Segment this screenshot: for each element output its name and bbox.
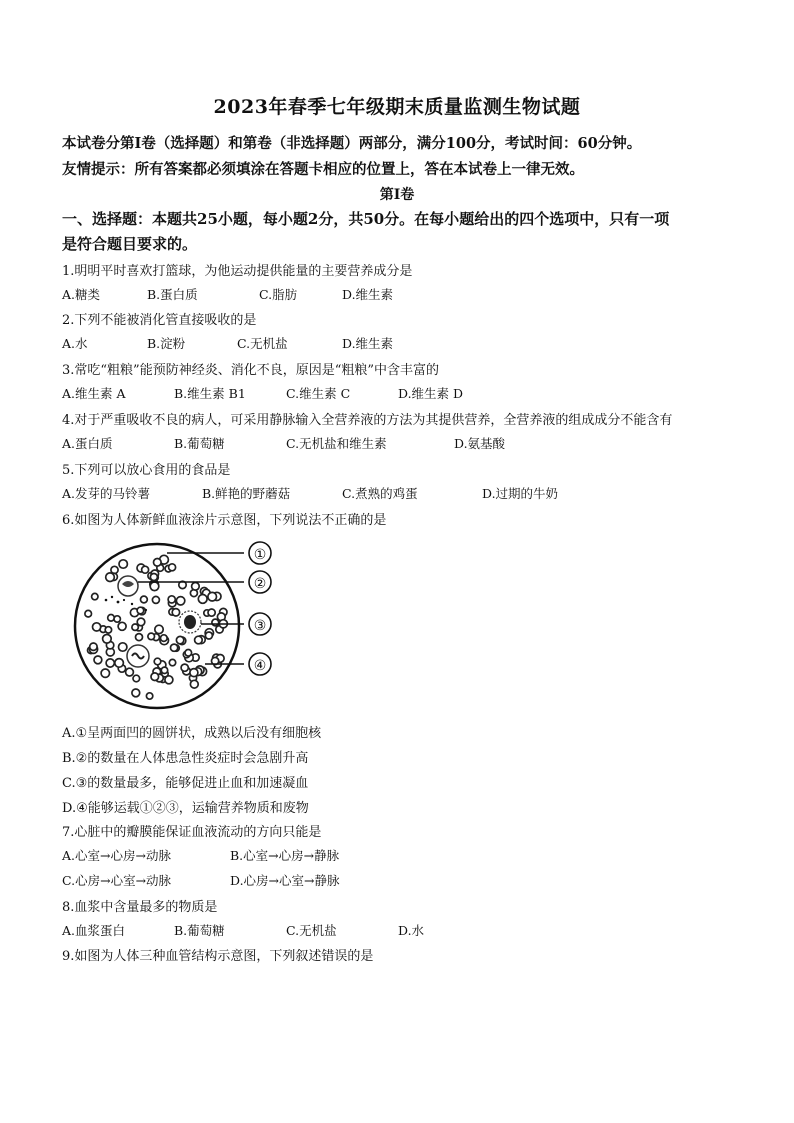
option: A.水 [62, 336, 88, 351]
red-blood-cell [137, 607, 144, 614]
question-5-options [62, 484, 742, 504]
red-blood-cell [132, 624, 138, 630]
question-2-stem: 2.下列不能被消化管直接吸收的是 [62, 313, 257, 328]
red-blood-cell [171, 644, 178, 651]
red-blood-cell [101, 669, 109, 677]
option: C.无机盐 [286, 923, 337, 938]
red-blood-cell [190, 680, 198, 688]
question-8-stem: 8.血浆中含量最多的物质是 [62, 900, 218, 915]
intro-line-2: 友情提示：所有答案都必须填涂在答题卡相应的位置上，答在本试卷上一律无效。 [62, 161, 584, 178]
red-blood-cell [146, 693, 152, 699]
question-1-options [62, 285, 742, 305]
red-blood-cell [152, 596, 159, 603]
diagram-label-4: ④ [253, 658, 267, 674]
red-blood-cell [172, 609, 179, 616]
question-4-stem: 4.对于严重吸收不良的病人，可采用静脉输入全营养液的方法为其提供营养，全营养液的组成成分不能含有 [62, 413, 673, 428]
question-2-options [62, 334, 742, 354]
red-blood-cell [208, 592, 217, 601]
diagram-label-2: ② [253, 576, 267, 592]
red-blood-cell [141, 596, 148, 603]
blood-smear-diagram [62, 540, 292, 710]
option: D.过期的牛奶 [482, 486, 559, 501]
red-blood-cell [150, 582, 159, 591]
question-3-stem: 3.常吃“粗粮”能预防神经炎、消化不良，原因是“粗粮”中含丰富的 [62, 363, 439, 378]
option: A.蛋白质 [62, 436, 113, 451]
question-7-stem: 7.心脏中的瓣膜能保证血液流动的方向只能是 [62, 825, 322, 840]
red-blood-cell [150, 574, 157, 581]
option: D.水 [398, 923, 425, 938]
question-6-option-d: D.④能够运载①②③，运输营养物质和废物 [62, 801, 309, 816]
red-blood-cell [106, 659, 114, 667]
red-blood-cell [198, 595, 207, 604]
red-blood-cell [106, 573, 115, 582]
red-blood-cell [169, 659, 175, 665]
option: C.维生素 C [286, 386, 351, 401]
question-8-options [62, 921, 742, 941]
red-blood-cell [192, 583, 200, 591]
option: A.糖类 [62, 287, 101, 302]
red-blood-cell [103, 635, 112, 644]
question-9-stem: 9.如图为人体三种血管结构示意图，下列叙述错误的是 [62, 949, 374, 964]
question-7-options-row-2 [62, 871, 742, 891]
red-blood-cell [181, 664, 188, 671]
option: A.维生素 A [62, 386, 126, 401]
question-5-stem: 5.下列可以放心食用的食品是 [62, 463, 231, 478]
option: C.无机盐和维生素 [286, 436, 387, 451]
red-blood-cell [137, 618, 145, 626]
option: B.葡萄糖 [174, 436, 225, 451]
section-heading-line-2: 是符合题目要求的。 [62, 235, 198, 253]
red-blood-cell [115, 659, 124, 668]
option: D.氨基酸 [454, 436, 506, 451]
option: D.维生素 [342, 336, 394, 351]
diagram-label-1: ① [253, 547, 267, 563]
red-blood-cell [114, 616, 120, 622]
red-blood-cell [148, 633, 155, 640]
question-1-stem: 1.明明平时喜欢打篮球，为他运动提供能量的主要营养成分是 [62, 264, 413, 279]
red-blood-cell [212, 619, 219, 626]
part-title: 第Ⅰ卷 [379, 187, 415, 203]
red-blood-cell [133, 675, 140, 682]
red-blood-cell [94, 656, 102, 664]
red-blood-cell [169, 564, 176, 571]
red-blood-cell [176, 636, 183, 643]
question-6-option-c: C.③的数量最多，能够促进止血和加速凝血 [62, 776, 309, 791]
red-blood-cell [161, 667, 167, 673]
red-blood-cell [161, 635, 168, 642]
option: D.维生素 D [398, 386, 464, 401]
question-3-options [62, 384, 742, 404]
question-6-option-b: B.②的数量在人体患急性炎症时会急剧升高 [62, 751, 309, 766]
red-blood-cell [93, 623, 101, 631]
red-blood-cell [92, 593, 98, 599]
option: B.蛋白质 [147, 287, 198, 302]
section-heading-line-1: 一、选择题：本题共25小题，每小题2分，共50分。在每小题给出的四个选项中，只有一项 [62, 210, 670, 228]
red-blood-cell [155, 625, 163, 633]
red-blood-cell [205, 632, 212, 639]
red-blood-cell [136, 634, 143, 641]
option: C.脂肪 [259, 287, 298, 302]
option: B.维生素 B1 [174, 386, 246, 401]
red-blood-cell [154, 658, 161, 665]
red-blood-cell [119, 560, 127, 568]
red-blood-cell [119, 643, 127, 651]
red-blood-cell [185, 650, 192, 657]
red-blood-cell [90, 643, 97, 650]
red-blood-cell [168, 596, 175, 603]
red-blood-cell [195, 636, 203, 644]
exam-title: 2023年春季七年级期末质量监测生物试题 [213, 96, 581, 118]
red-blood-cell [154, 559, 162, 567]
option: D.心房→心室→静脉 [230, 873, 340, 888]
red-blood-cell [208, 609, 215, 616]
option: A.心室→心房→动脉 [62, 848, 171, 863]
option: B.鲜艳的野蘑菇 [202, 486, 291, 501]
red-blood-cell [118, 622, 126, 630]
red-blood-cell [190, 669, 198, 677]
red-blood-cell [85, 610, 92, 617]
question-6-stem: 6.如图为人体新鲜血液涂片示意图，下列说法不正确的是 [62, 513, 387, 528]
red-blood-cell [105, 627, 111, 633]
red-blood-cell [142, 566, 149, 573]
question-7-options-row-1 [62, 846, 742, 866]
red-blood-cell [126, 668, 134, 676]
red-blood-cell [132, 689, 140, 697]
option: D.维生素 [342, 287, 394, 302]
option: C.无机盐 [237, 336, 288, 351]
option: B.淀粉 [147, 336, 186, 351]
option: A.发芽的马铃薯 [62, 486, 151, 501]
option: B.葡萄糖 [174, 923, 225, 938]
option: C.煮熟的鸡蛋 [342, 486, 418, 501]
red-blood-cell [151, 673, 159, 681]
intro-line-1: 本试卷分第Ⅰ卷（选择题）和第卷（非选择题）两部分，满分100分，考试时间：60分钟。 [62, 135, 642, 152]
option: B.心室→心房→静脉 [230, 848, 340, 863]
question-4-options [62, 434, 742, 454]
red-blood-cell [176, 597, 184, 605]
option: C.心房→心室→动脉 [62, 873, 172, 888]
red-blood-cell [165, 676, 173, 684]
question-6-option-a: A.①呈两面凹的圆饼状，成熟以后没有细胞核 [62, 726, 322, 741]
diagram-label-3: ③ [253, 618, 267, 634]
option: A.血浆蛋白 [62, 923, 126, 938]
